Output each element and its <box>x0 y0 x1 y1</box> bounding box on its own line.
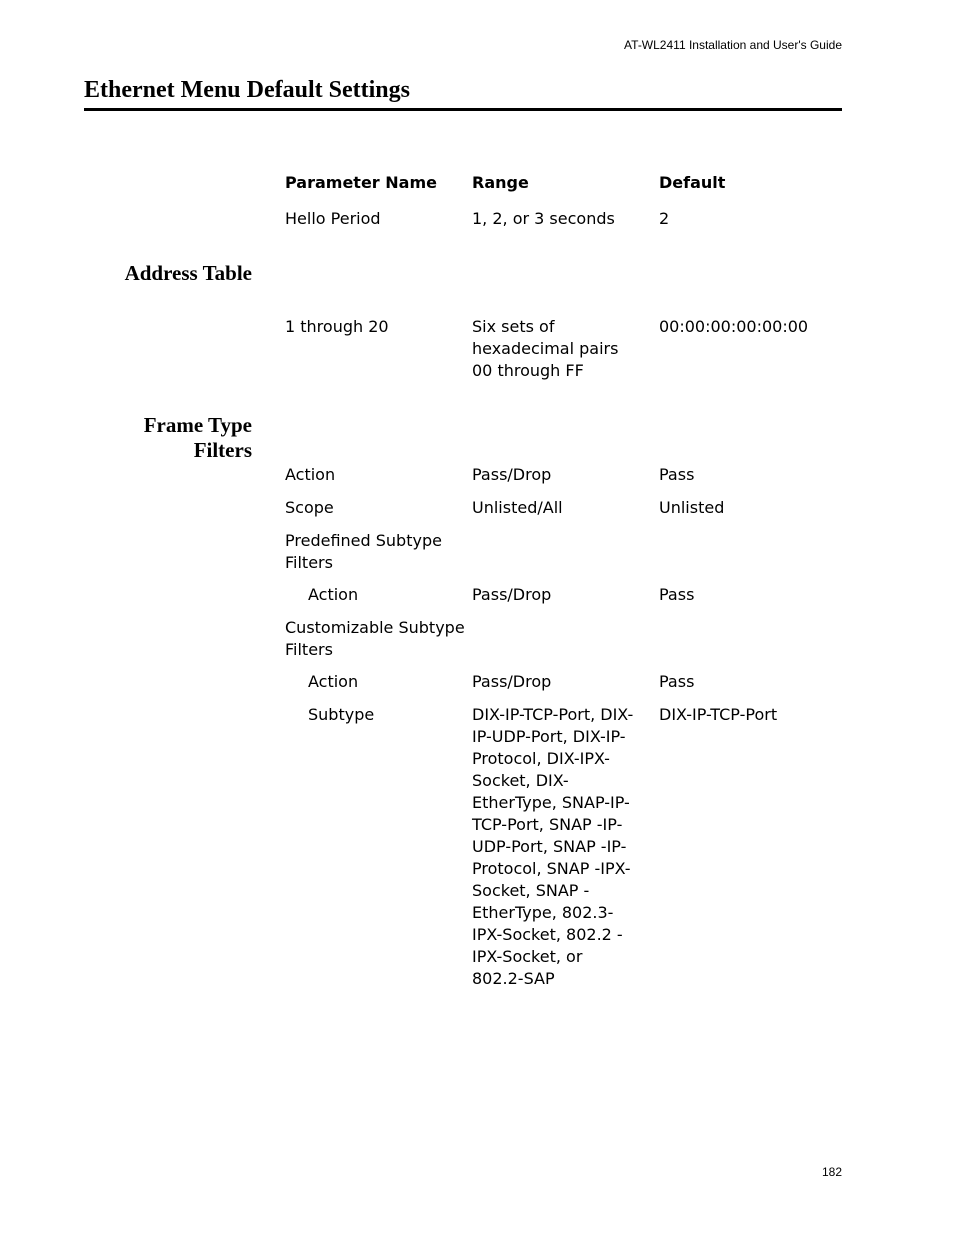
filter-scope-param: Scope <box>285 498 334 517</box>
customizable-action-range: Pass/Drop <box>472 672 552 691</box>
title-rule <box>84 108 842 111</box>
customizable-subtype-filters-param: Customizable Subtype Filters <box>285 618 465 659</box>
predefined-action-range: Pass/Drop <box>472 585 552 604</box>
predefined-action-param: Action <box>308 585 359 604</box>
customizable-action-param: Action <box>308 672 359 691</box>
filter-scope-range: Unlisted/All <box>472 498 563 517</box>
page-number: 182 <box>821 1165 842 1179</box>
predefined-subtype-filters-param: Predefined Subtype Filters <box>285 531 442 572</box>
heading-line-2: Filters <box>193 438 252 462</box>
page-title: Ethernet Menu Default Settings <box>84 77 410 103</box>
address-table-default: 00:00:00:00:00:00 <box>659 317 809 336</box>
customizable-action-default: Pass <box>659 672 695 691</box>
address-table-param: 1 through 20 <box>285 317 389 336</box>
filter-action-param: Action <box>285 465 336 484</box>
subtype-default: DIX-IP-TCP-Port <box>659 705 778 724</box>
section-heading-address-table: Address Table <box>124 261 252 285</box>
subtype-param: Subtype <box>308 705 375 724</box>
filter-action-default: Pass <box>659 465 695 484</box>
hello-period-param: Hello Period <box>285 209 381 228</box>
address-table-range: Six sets of hexadecimal pairs 00 through FF <box>472 317 619 380</box>
hello-period-range: 1, 2, or 3 seconds <box>472 209 615 228</box>
subtype-range: DIX-IP-TCP-Port, DIX-IP-UDP-Port, DIX-IP-Protocol, DIX-IPX-Socket, DIX-EtherType, SNAP-IP-TCP-Port, SNAP -IP-UDP-Port, SNAP -IP-Protocol, SNAP -IPX-Socket, SNAP -EtherType, 802.3-IPX-Socket, 802.2 -IPX-Socket, or 802.2-SAP <box>472 705 634 988</box>
predefined-action-default: Pass <box>659 585 695 604</box>
filter-action-range: Pass/Drop <box>472 465 552 484</box>
column-header-default: Default <box>659 173 726 192</box>
hello-period-default: 2 <box>659 209 670 228</box>
column-header-range: Range <box>472 173 529 192</box>
column-header-parameter: Parameter Name <box>285 173 437 192</box>
filter-scope-default: Unlisted <box>659 498 725 517</box>
running-head: AT-WL2411 Installation and User's Guide <box>624 38 842 52</box>
section-heading-frame-type-filters <box>144 413 252 463</box>
heading-line-1: Frame Type <box>143 413 252 437</box>
